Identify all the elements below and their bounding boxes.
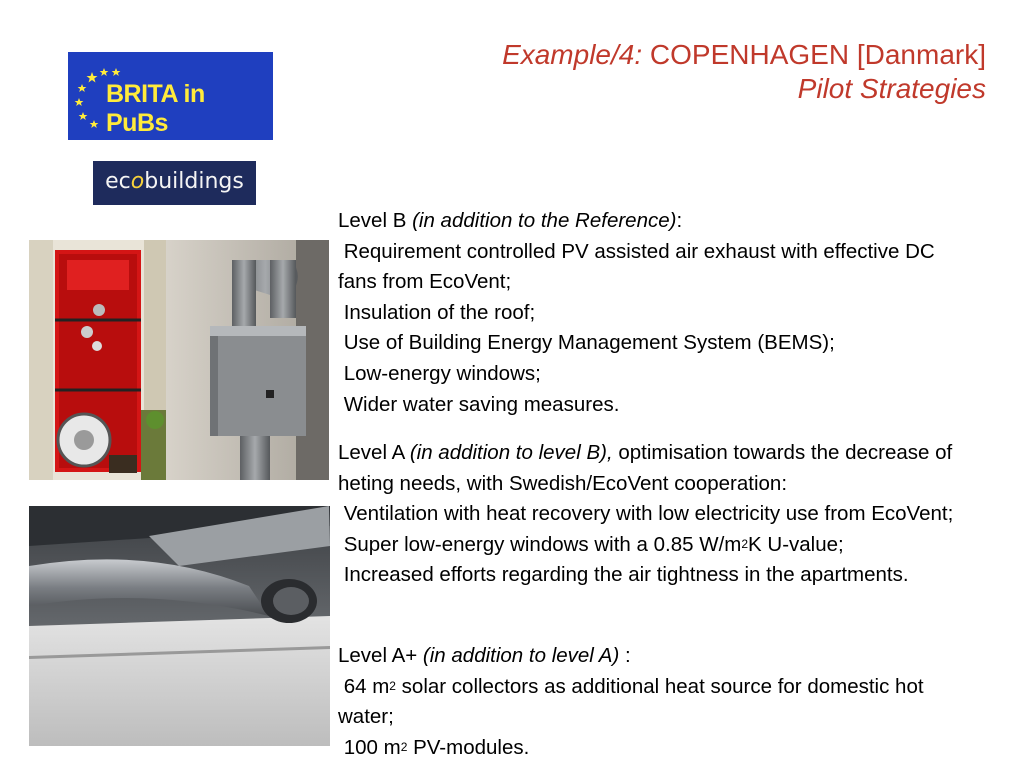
level-a-item xyxy=(338,533,844,556)
eco-buildings-logo xyxy=(93,161,256,205)
level-a-label: Level A xyxy=(338,441,410,464)
level-b-label: Level B xyxy=(338,209,413,232)
ventilation-unit-photo xyxy=(166,240,329,480)
level-a-intro: optimisation towards the decrease of heting needs, with Swedish/EcoVent cooperation: xyxy=(338,441,958,495)
level-a-plus-item xyxy=(338,736,529,759)
title-prefix: Example/4: xyxy=(502,39,643,70)
level-b-block xyxy=(338,206,978,420)
slide-title xyxy=(346,38,986,106)
level-a-plus-colon: : xyxy=(619,644,631,667)
level-a-plus-item2-post: PV-modules. xyxy=(407,735,530,759)
level-a-item2-text: Super low-energy windows with a 0.85 W/m xyxy=(338,532,742,556)
level-b-qualifier: (in addition to the Reference) xyxy=(412,209,677,232)
eco-logo-o: o xyxy=(130,169,145,194)
level-b-item: Requirement controlled PV assisted air exhaust with effective DC fans from EcoVent; xyxy=(338,239,941,294)
level-a-plus-item1-post: solar collectors as additional heat source for domestic hot water; xyxy=(338,674,930,729)
level-a-plus-block xyxy=(338,641,978,763)
level-a-item2-post: K U-value; xyxy=(748,532,844,556)
eco-logo-prefix: ec xyxy=(105,169,131,194)
title-subtitle: Pilot Strategies xyxy=(797,73,986,104)
level-a-plus-item2-sup: 2 xyxy=(400,739,408,754)
level-a-item: Increased efforts regarding the air tightness in the apartments. xyxy=(338,563,909,587)
level-a-plus-item1-text: 64 m xyxy=(338,674,390,698)
level-b-item: Use of Building Energy Management System (BEMS); xyxy=(338,331,835,355)
blower-door-photo xyxy=(29,240,166,480)
level-a-item2-sup: 2 xyxy=(741,536,749,551)
level-a-item: Ventilation with heat recovery with low electricity use from EcoVent; xyxy=(338,502,954,526)
level-a-plus-qualifier: (in addition to level A) xyxy=(422,644,620,667)
level-b-item: Insulation of the roof; xyxy=(338,300,536,324)
eco-logo-suffix: buildings xyxy=(144,169,244,194)
ceiling-ducts-photo xyxy=(29,506,330,746)
level-b-item: Low-energy windows; xyxy=(338,361,541,385)
brita-logo-text: BRITA in PuBs xyxy=(106,80,205,137)
brita-logo xyxy=(68,52,273,140)
level-a-plus-item1-sup: 2 xyxy=(389,678,396,693)
level-b-colon: : xyxy=(676,209,683,232)
level-b-item: Wider water saving measures. xyxy=(338,392,620,416)
level-a-qualifier: (in addition to level B), xyxy=(409,441,613,464)
title-city: COPENHAGEN [Danmark] xyxy=(642,39,986,70)
level-a-plus-item xyxy=(338,675,929,729)
level-a-plus-label: Level A+ xyxy=(338,644,423,667)
level-a-block xyxy=(338,438,1008,591)
level-a-plus-item2-text: 100 m xyxy=(338,735,401,759)
